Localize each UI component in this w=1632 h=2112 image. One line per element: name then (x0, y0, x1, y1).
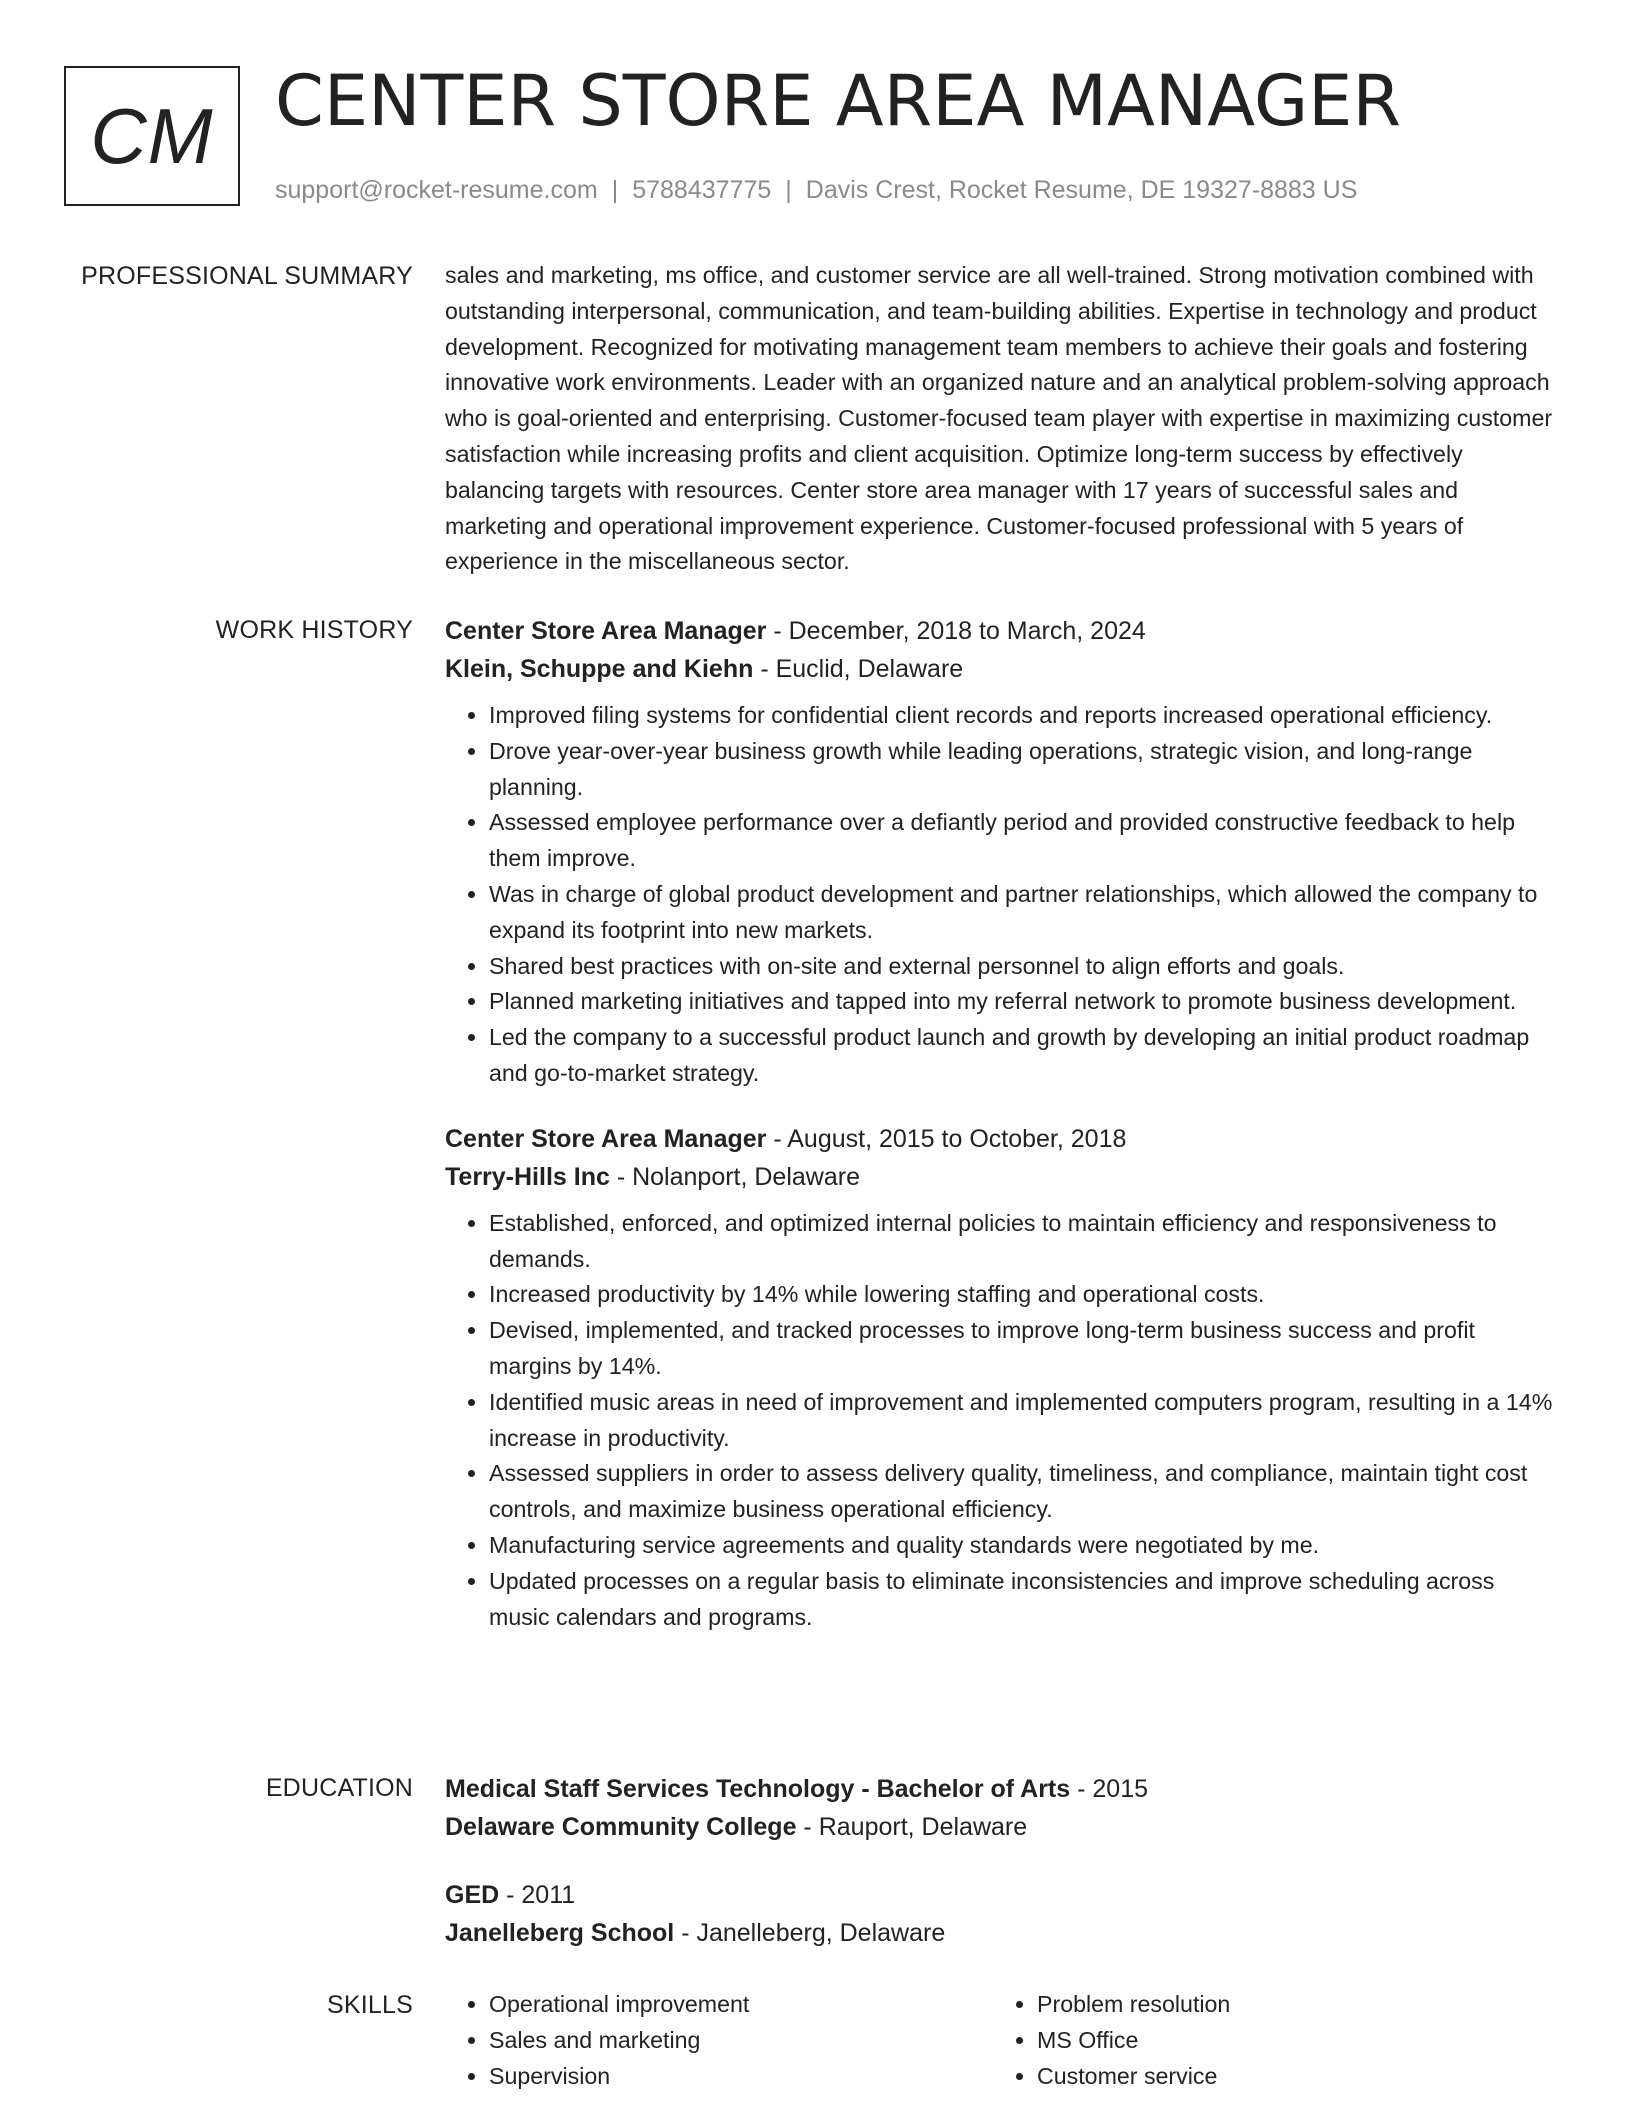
skill-item: • Customer service (1037, 2059, 1541, 2095)
skills-list (445, 1987, 993, 2094)
monogram-box (64, 66, 240, 206)
job-bullet: • Increased productivity by 14% while lowering staffing and operational costs. (489, 1277, 1555, 1313)
job-bullet: • Improved filing systems for confidential client records and reports increased operational efficiency. (489, 698, 1555, 734)
contact-separator: | (785, 176, 792, 204)
job-bullet: • Assessed suppliers in order to assess delivery quality, timeliness, and compliance, maintain tight cost controls, and maximize business operational efficiency. (489, 1456, 1555, 1528)
job-bullet: • Led the company to a successful product launch and growth by developing an initial product roadmap and go-to-market strategy. (489, 1020, 1555, 1092)
skills-column-right (993, 1987, 1541, 2094)
skill-item: • Sales and marketing (489, 2023, 993, 2059)
job-entry (445, 612, 1555, 1092)
job-company: Terry-Hills Inc (445, 1162, 610, 1191)
education-location: - Rauport, Delaware (796, 1813, 1028, 1841)
job-bullet: • Manufacturing service agreements and quality standards were negotiated by me. (489, 1528, 1555, 1564)
section-label-education: EDUCATION (265, 1774, 413, 1802)
education-school-line (445, 1914, 1555, 1952)
job-bullet: • Established, enforced, and optimized internal policies to maintain efficiency and responsiveness to demands. (489, 1206, 1555, 1278)
job-dates: - December, 2018 to March, 2024 (766, 617, 1146, 645)
job-location: - Euclid, Delaware (753, 655, 964, 683)
skill-item: • Operational improvement (489, 1987, 993, 2023)
job-bullet: • Assessed employee performance over a defiantly period and provided constructive feedback to help them improve. (489, 805, 1555, 877)
education-body (445, 1770, 1555, 1952)
job-dates: - August, 2015 to October, 2018 (766, 1124, 1127, 1153)
education-school: Janelleberg School (445, 1919, 675, 1947)
education-location: - Janelleberg, Delaware (674, 1919, 946, 1947)
contact-separator: | (611, 176, 619, 204)
education-year: - 2011 (499, 1881, 576, 1909)
education-school-line (445, 1808, 1555, 1846)
job-location: - Nolanport, Delaware (609, 1162, 860, 1191)
job-bullet: • Shared best practices with on-site and external personnel to align efforts and goals. (489, 949, 1555, 985)
skills-list (993, 1987, 1541, 2094)
job-title: Center Store Area Manager (445, 1124, 767, 1153)
skills-columns (445, 1987, 1555, 2094)
skill-item: • Problem resolution (1037, 1987, 1541, 2023)
contact-email[interactable]: support@rocket-resume.com (275, 176, 598, 204)
education-degree: GED (445, 1881, 500, 1909)
monogram-initials: CM (90, 91, 214, 180)
work-history-body (445, 612, 1555, 1635)
job-title: Center Store Area Manager (445, 617, 767, 645)
contact-line (275, 172, 1357, 208)
section-label-work-history: WORK HISTORY (215, 616, 413, 644)
summary-body (445, 258, 1555, 580)
section-label-skills: SKILLS (327, 1991, 413, 2019)
resume-title: CENTER STORE AREA MANAGER (275, 60, 1402, 142)
job-bullet: • Updated processes on a regular basis to eliminate inconsistencies and improve scheduling across music calendars and programs. (489, 1564, 1555, 1636)
summary-text: sales and marketing, ms office, and customer service are all well-trained. Strong motivation combined with outstanding interpersonal, communication, and team-building abilities. Expertise in technology and product development. Recognized for motivating management team members to achieve their goals and fostering innovative work environments. Leader with an organized nature and an analytical problem-solving approach who is goal-oriented and enterprising. Customer-focused team player with expertise in maximizing customer satisfaction while increasing profits and client acquisition. Optimize long-term success by effectively balancing targets with resources. Center store area manager with 17 years of successful sales and marketing and operational improvement experience. Customer-focused professional with 5 years of experience in the miscellaneous sector. (445, 262, 1553, 575)
job-bullet-list (445, 1206, 1555, 1636)
contact-address: Davis Crest, Rocket Resume, DE 19327-8883 US (805, 176, 1358, 204)
education-entry (445, 1770, 1555, 1846)
job-bullet: • Was in charge of global product development and partner relationships, which allowed the company to expand its footprint into new markets. (489, 877, 1555, 949)
education-degree-line (445, 1770, 1555, 1808)
education-year: - 2015 (1070, 1775, 1149, 1803)
skill-item: • MS Office (1037, 2023, 1541, 2059)
job-company-line (445, 650, 1555, 688)
education-school: Delaware Community College (445, 1813, 797, 1841)
job-title-line (445, 612, 1555, 650)
contact-phone[interactable]: 5788437775 (632, 176, 772, 204)
education-entry (445, 1876, 1555, 1952)
job-company-line (445, 1158, 1555, 1196)
education-degree: Medical Staff Services Technology - Bachelor of Arts (445, 1775, 1071, 1803)
job-bullet: • Identified music areas in need of improvement and implemented computers program, resulting in a 14% increase in productivity. (489, 1385, 1555, 1457)
skills-column-left (445, 1987, 993, 2094)
job-bullet: • Devised, implemented, and tracked processes to improve long-term business success and profit margins by 14%. (489, 1313, 1555, 1385)
job-bullet-list (445, 698, 1555, 1092)
skill-item: • Supervision (489, 2059, 993, 2095)
section-label-summary: PROFESSIONAL SUMMARY (81, 262, 413, 290)
job-title-line (445, 1120, 1555, 1158)
job-entry (445, 1120, 1555, 1636)
job-bullet: • Planned marketing initiatives and tapped into my referral network to promote business development. (489, 984, 1555, 1020)
education-degree-line (445, 1876, 1555, 1914)
job-company: Klein, Schuppe and Kiehn (445, 655, 754, 683)
job-bullet: • Drove year-over-year business growth while leading operations, strategic vision, and long-range planning. (489, 734, 1555, 806)
skills-body (445, 1987, 1555, 2094)
